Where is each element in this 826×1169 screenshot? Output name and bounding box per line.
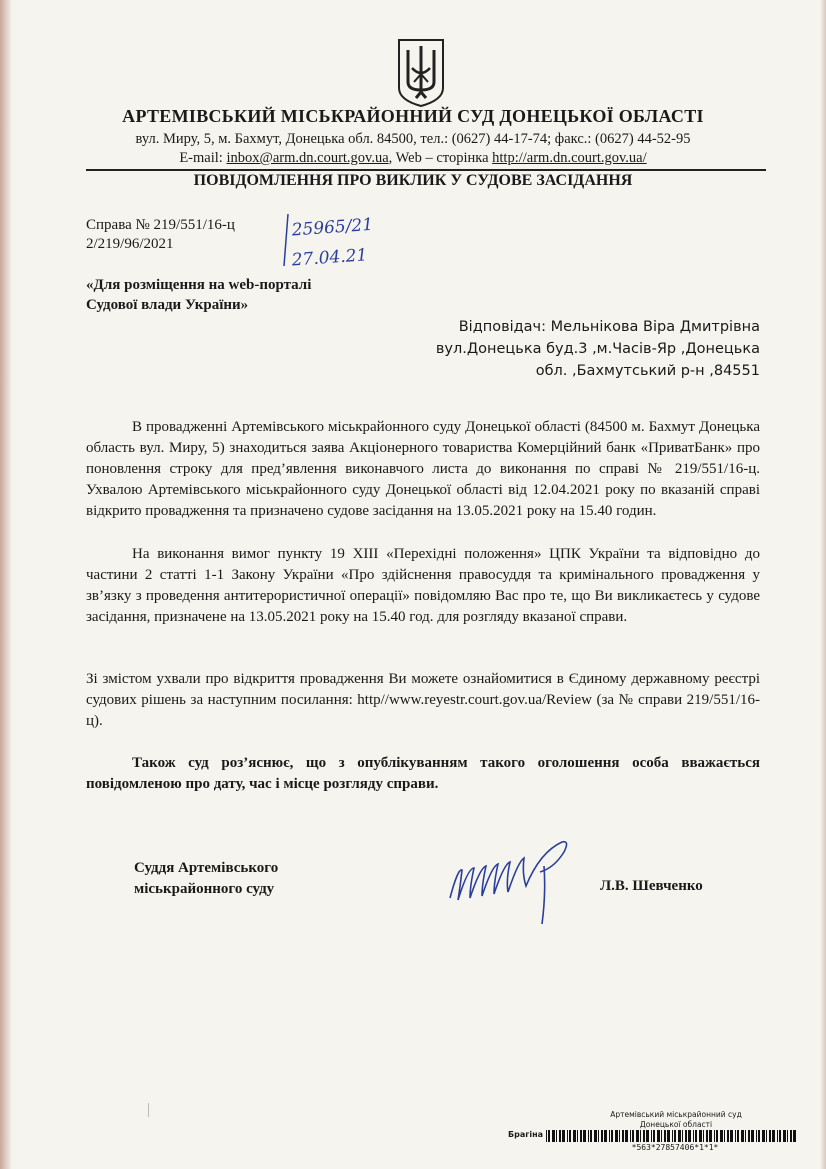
barcode-bar (598, 1130, 599, 1142)
handwritten-date: 27.04.21 (291, 245, 368, 270)
judge-title-line-2: міськрайонного суду (134, 881, 275, 897)
barcode-bar (569, 1130, 571, 1142)
barcode-bar (636, 1130, 639, 1142)
barcode-bar (766, 1130, 767, 1142)
barcode-bar (777, 1130, 778, 1142)
barcode-bar (562, 1130, 565, 1142)
barcode-bar (706, 1130, 708, 1142)
barcode-bar (688, 1130, 691, 1142)
registry-stamp (560, 1110, 792, 1130)
barcode-bar (630, 1130, 631, 1142)
barcode (546, 1130, 796, 1142)
barcode-bar (588, 1130, 589, 1142)
body-paragraph-2: На виконання вимог пункту 19 XIII «Перехідні положення» ЦПК України та відповідно до частини 2 статті 1-1 Закону України «Про здійснення правосуддя та кримінального провадження у зв’язку з проведення антитерористичної операції» повідомляю Вас про те, що Ви викликаєтесь у судове засідання, призначене на 13.05.2021 року на 15.40 год. для розгляду вказаної справи. (86, 546, 760, 625)
body-paragraph-3: Зі змістом ухвали про відкриття провадження Ви можете ознайомитися в Єдиному державному реєстрі судових рішень за наступним посилання: http//www.reyestr.court.gov.ua/Review (за № справи 219/551/16-ц). (86, 671, 760, 729)
barcode-bar (758, 1130, 760, 1142)
barcode-bar (748, 1130, 750, 1142)
court-name: АРТЕМІВСЬКИЙ МІСЬКРАЙОННИЙ СУД ДОНЕЦЬКОЇ ОБЛАСТІ (122, 106, 704, 126)
barcode-bar (779, 1130, 781, 1142)
barcode-bar (546, 1130, 547, 1142)
proceeding-number: 2/219/96/2021 (86, 236, 174, 252)
notice-title: ПОВІДОМЛЕННЯ ПРО ВИКЛИК У СУДОВЕ ЗАСІДАННЯ (193, 172, 633, 189)
barcode-bar (615, 1130, 618, 1142)
barcode-bar (625, 1130, 628, 1142)
handwritten-signature (444, 838, 594, 928)
barcode-bar (664, 1130, 666, 1142)
barcode-bar (657, 1130, 660, 1142)
barcode-bar (682, 1130, 683, 1142)
scan-mark (148, 1103, 149, 1117)
court-contacts (0, 150, 826, 167)
barcode-bar (772, 1130, 775, 1142)
barcode-bar (667, 1130, 670, 1142)
barcode-bar (720, 1130, 723, 1142)
case-number: Справа № 219/551/16-ц (86, 217, 235, 233)
barcode-bar (609, 1130, 610, 1142)
barcode-bar (672, 1130, 673, 1142)
barcode-bar (695, 1130, 697, 1142)
barcode-bar (552, 1130, 555, 1142)
barcode-bar (632, 1130, 634, 1142)
handwritten-ref: 25965/21 (291, 214, 374, 241)
barcode-bar (674, 1130, 676, 1142)
barcode-bar (646, 1130, 649, 1142)
stamp-operator-label: Брагіна (508, 1130, 544, 1139)
barcode-bar (640, 1130, 641, 1142)
barcode-bar (567, 1130, 568, 1142)
barcode-bar (548, 1130, 550, 1142)
barcode-bar (699, 1130, 702, 1142)
barcode-bar (724, 1130, 725, 1142)
barcode-bar (793, 1130, 796, 1142)
web-link[interactable]: http://arm.dn.court.gov.ua/ (492, 150, 647, 166)
trident-emblem-icon (396, 38, 446, 108)
email-link[interactable]: inbox@arm.dn.court.gov.ua (226, 150, 389, 166)
barcode-bar (783, 1130, 786, 1142)
barcode-bar (601, 1130, 603, 1142)
respondent-line-3: обл. ,Бахмутський р-н ,84551 (535, 363, 760, 379)
barcode-bar (716, 1130, 718, 1142)
respondent-line-2: вул.Донецька буд.3 ,м.Часів-Яр ,Донецька (435, 341, 760, 357)
stamp-court-line-2: Донецької області (639, 1120, 713, 1129)
barcode-bar (685, 1130, 687, 1142)
barcode-bar (693, 1130, 694, 1142)
barcode-bar (653, 1130, 655, 1142)
barcode-bar (559, 1130, 561, 1142)
body-paragraph-1: В провадженні Артемівського міськрайонного суду Донецької області (84500 м. Бахмут Донецька область вул. Миру, 5) знаходиться заява Акціонерного товариства Комерційний банк «ПриватБанк» про поновлення строку для пред’явлення виконавчого листа до виконання по справі № 219/551/16-ц. Ухвалою Артемівського міськрайонного суду Донецької області від 12.04.2021 року по вказаній справі відкрито провадження та призначено судове засідання на 13.05.2021 року на 15.40 годин. (86, 419, 760, 519)
body-paragraph-4: Також суд роз’яснює, що з опублікуванням такого оголошення особа вважається повідомленою про дату, час і місце розгляду справи. (86, 755, 760, 792)
judge-title (134, 858, 278, 900)
judge-title-line-1: Суддя Артемівського (134, 860, 279, 876)
barcode-bar (661, 1130, 662, 1142)
barcode-bar (735, 1130, 736, 1142)
judge-name: Л.В. Шевченко (600, 878, 703, 894)
barcode-bar (751, 1130, 754, 1142)
barcode-bar (643, 1130, 645, 1142)
email-label: E-mail: (179, 150, 227, 166)
barcode-bar (577, 1130, 578, 1142)
barcode-bar (737, 1130, 739, 1142)
header-divider (86, 169, 766, 171)
barcode-bar (556, 1130, 557, 1142)
barcode-bar (573, 1130, 576, 1142)
barcode-bar (583, 1130, 586, 1142)
barcode-bar (703, 1130, 704, 1142)
barcode-bar (651, 1130, 652, 1142)
barcode-bar (619, 1130, 620, 1142)
court-address: вул. Миру, 5, м. Бахмут, Донецька обл. 84500, тел.: (0627) 44-17-74; факс.: (0627) 44-52-95 (135, 131, 691, 147)
barcode-bar (678, 1130, 681, 1142)
barcode-bar (762, 1130, 765, 1142)
barcode-bar (622, 1130, 624, 1142)
barcode-bar (790, 1130, 792, 1142)
barcode-bar (727, 1130, 729, 1142)
barcode-bar (594, 1130, 597, 1142)
barcode-bar (611, 1130, 613, 1142)
web-label: , Web – сторінка (388, 150, 493, 166)
barcode-bar (709, 1130, 712, 1142)
respondent-block (436, 316, 760, 382)
barcode-bar (730, 1130, 733, 1142)
placement-line-2: Судової влади України» (86, 297, 249, 313)
stamp-court-line-1: Артемівський міськрайонний суд (610, 1110, 742, 1119)
barcode-bar (769, 1130, 771, 1142)
barcode-bar (787, 1130, 788, 1142)
barcode-bar (580, 1130, 582, 1142)
respondent-line-1: Відповідач: Мельнікова Віра Дмитрівна (458, 319, 760, 335)
barcode-bar (756, 1130, 757, 1142)
placement-note (86, 275, 311, 315)
handwritten-registration (282, 208, 402, 270)
barcode-bar (714, 1130, 715, 1142)
barcode-bar (741, 1130, 744, 1142)
placement-line-1: «Для розміщення на web-порталі (86, 277, 312, 293)
barcode-bar (604, 1130, 607, 1142)
barcode-bar (590, 1130, 592, 1142)
barcode-bar (745, 1130, 746, 1142)
barcode-code: *563*27857406*1*1* (631, 1143, 719, 1152)
